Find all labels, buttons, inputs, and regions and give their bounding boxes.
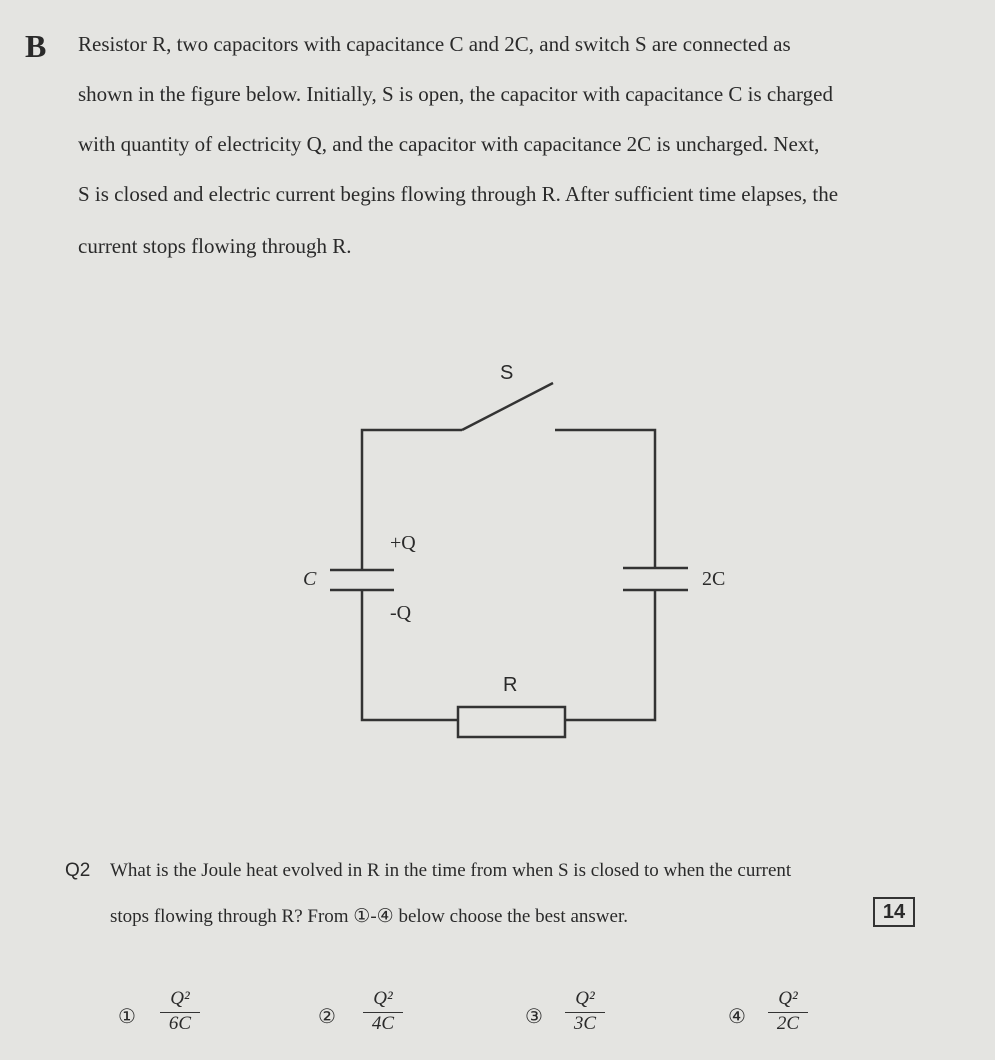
resistor-label: R bbox=[503, 674, 518, 696]
choice-mark[interactable]: ② bbox=[318, 1006, 336, 1028]
denominator: 2C bbox=[776, 1013, 800, 1034]
choice-mark[interactable]: ④ bbox=[728, 1006, 746, 1028]
choice-2[interactable] bbox=[363, 988, 403, 1035]
section-label: B bbox=[25, 28, 47, 64]
switch-blade bbox=[462, 383, 553, 430]
question-number: Q2 bbox=[65, 860, 91, 881]
choice-1[interactable] bbox=[160, 988, 200, 1035]
denominator: 3C bbox=[573, 1013, 597, 1034]
wire-right-top bbox=[555, 430, 655, 568]
passage-line: S is closed and electric current begins flowing through R. After sufficient time elapses, the bbox=[78, 182, 839, 206]
question-text: What is the Joule heat evolved in R in the time from when S is closed to when the current bbox=[110, 860, 792, 881]
plus-q-label: +Q bbox=[390, 532, 416, 554]
choice-mark[interactable]: ① bbox=[118, 1006, 136, 1028]
choice-mark[interactable]: ③ bbox=[525, 1006, 543, 1028]
passage-line: Resistor R, two capacitors with capacitance C and 2C, and switch S are connected as bbox=[78, 32, 791, 56]
question-text: stops flowing through R? From ①-④ below choose the best answer. bbox=[110, 906, 628, 927]
numerator: Q² bbox=[768, 988, 808, 1013]
answer-box: 14 bbox=[873, 897, 915, 927]
numerator: Q² bbox=[363, 988, 403, 1013]
cap-2c-label: 2C bbox=[702, 568, 726, 590]
denominator: 6C bbox=[168, 1013, 192, 1034]
wire-right-bottom bbox=[565, 590, 655, 720]
cap-c-label: C bbox=[303, 568, 317, 590]
resistor bbox=[458, 707, 565, 737]
passage-line: current stops flowing through R. bbox=[78, 234, 352, 258]
passage-line: shown in the figure below. Initially, S is open, the capacitor with capacitance C is charged bbox=[78, 82, 833, 106]
passage-line: with quantity of electricity Q, and the capacitor with capacitance 2C is uncharged. Next, bbox=[78, 132, 820, 156]
numerator: Q² bbox=[565, 988, 605, 1013]
choice-3[interactable] bbox=[565, 988, 605, 1035]
minus-q-label: -Q bbox=[390, 602, 412, 624]
numerator: Q² bbox=[160, 988, 200, 1013]
denominator: 4C bbox=[371, 1013, 395, 1034]
switch-label: S bbox=[500, 362, 514, 384]
choice-4[interactable] bbox=[768, 988, 808, 1035]
